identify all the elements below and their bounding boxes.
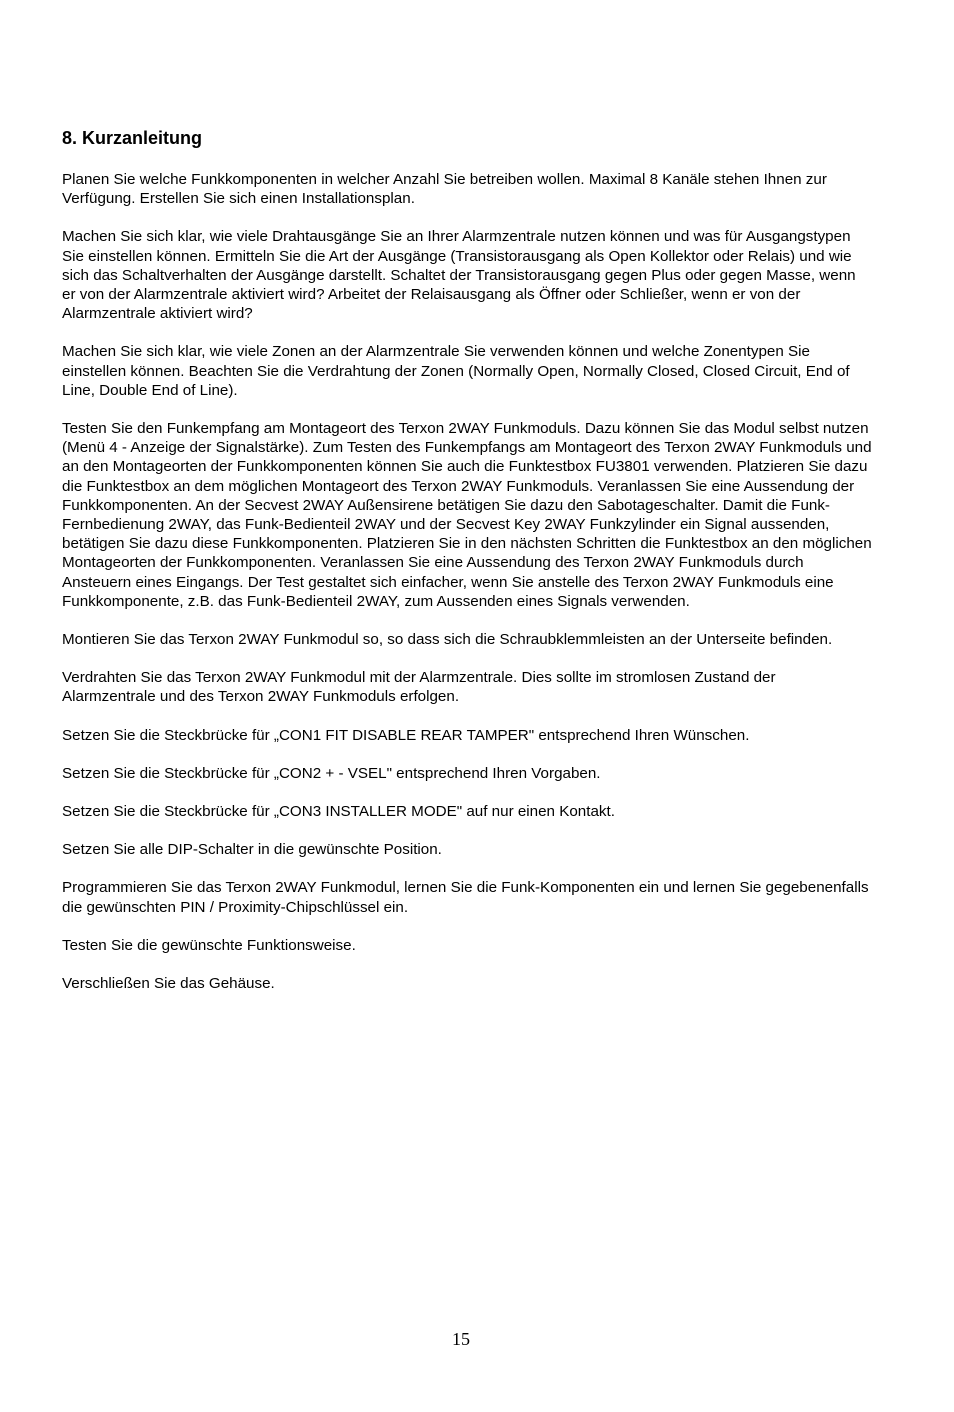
paragraph-close-housing: Verschließen Sie das Gehäuse. — [62, 975, 275, 993]
paragraph-outputs: Machen Sie sich klar, wie viele Drahtausgänge Sie an Ihrer Alarmzentrale nutzen können und was für Ausgangstypen Sie einstellen können. Ermitteln Sie die Art der Ausgänge (Transistorausgang als Open Kollektor oder Relais) und wie sich das Schaltverhalten der Ausgänge darstellt. Schaltet der Transistorausgang gegen Plus oder gegen Masse, wenn er von der Alarmzentrale aktiviert wird? Arbeitet der Relaisausgang als Öffner oder Schließer, wenn er von der Alarmzentrale aktiviert wird? — [62, 228, 856, 323]
paragraph-radio-test: Testen Sie den Funkempfang am Montageort des Terxon 2WAY Funkmoduls. Dazu können Sie das Modul selbst nutzen (Menü 4 - Anzeige der Signalstärke). Zum Testen des Funkempfangs am Montageort des Terxon 2WAY Funkmoduls und an den Montageorten der Funkkomponenten können Sie auch die Funktestbox FU3801 verwenden. Platzieren Sie dazu die Funktestbox an dem möglichen Montageort des Terxon 2WAY Funkmoduls. Veranlassen Sie eine Aussendung der Funkkomponenten. An der Secvest 2WAY Außensirene betätigen Sie dazu den Sabotageschalter. Damit die Funk-Fernbedienung 2WAY, das Funk-Bedienteil 2WAY und der Secvest Key 2WAY Funkzylinder ein Signal aussenden, betätigen Sie dazu diese Funkkomponenten. Platzieren Sie in den nächsten Schritten die Funktestbox an den möglichen Montageorten der Funkkomponenten. Veranlassen Sie eine Aussendung des Terxon 2WAY Funkmoduls durch Ansteuern eines Eingangs. Der Test gestaltet sich einfacher, wenn Sie anstelle des Terxon 2WAY Funkmoduls eine Funkkomponente, z.B. das Funk-Bedienteil 2WAY, zum Aussenden eines Signals verwenden. — [62, 420, 872, 610]
paragraph-con1: Setzen Sie die Steckbrücke für „CON1 FIT DISABLE REAR TAMPER" entsprechend Ihren Wünschen. — [62, 726, 750, 744]
paragraph-planning: Planen Sie welche Funkkomponenten in welcher Anzahl Sie betreiben wollen. Maximal 8 Kanäle stehen Ihnen zur Verfügung. Erstellen Sie sich einen Installationsplan. — [62, 171, 827, 208]
paragraph-function-test: Testen Sie die gewünschte Funktionsweise. — [62, 936, 356, 954]
paragraph-mounting: Montieren Sie das Terxon 2WAY Funkmodul so, so dass sich die Schraubklemmleisten an der Unterseite befinden. — [62, 631, 833, 649]
paragraph-con2: Setzen Sie die Steckbrücke für „CON2 + - VSEL" entsprechend Ihren Vorgaben. — [62, 764, 601, 782]
section-heading: 8. Kurzanleitung — [62, 128, 203, 148]
paragraph-programming: Programmieren Sie das Terxon 2WAY Funkmodul, lernen Sie die Funk-Komponenten ein und lernen Sie gegebenenfalls die gewünschten PIN / Proximity-Chipschlüssel ein. — [62, 879, 869, 916]
page-content — [62, 127, 872, 1012]
paragraph-zones: Machen Sie sich klar, wie viele Zonen an der Alarmzentrale Sie verwenden können und welche Zonentypen Sie einstellen können. Beachten Sie die Verdrahtung der Zonen (Normally Open, Normally Closed, Closed Circuit, End of Line, Double End of Line). — [62, 343, 850, 399]
paragraph-wiring: Verdrahten Sie das Terxon 2WAY Funkmodul mit der Alarmzentrale. Dies sollte im stromlosen Zustand der Alarmzentrale und des Terxon 2WAY Funkmoduls erfolgen. — [62, 669, 776, 706]
page-number: 15 — [452, 1329, 470, 1349]
paragraph-dip-switches: Setzen Sie alle DIP-Schalter in die gewünschte Position. — [62, 841, 442, 859]
paragraph-con3: Setzen Sie die Steckbrücke für „CON3 INSTALLER MODE" auf nur einen Kontakt. — [62, 803, 615, 821]
